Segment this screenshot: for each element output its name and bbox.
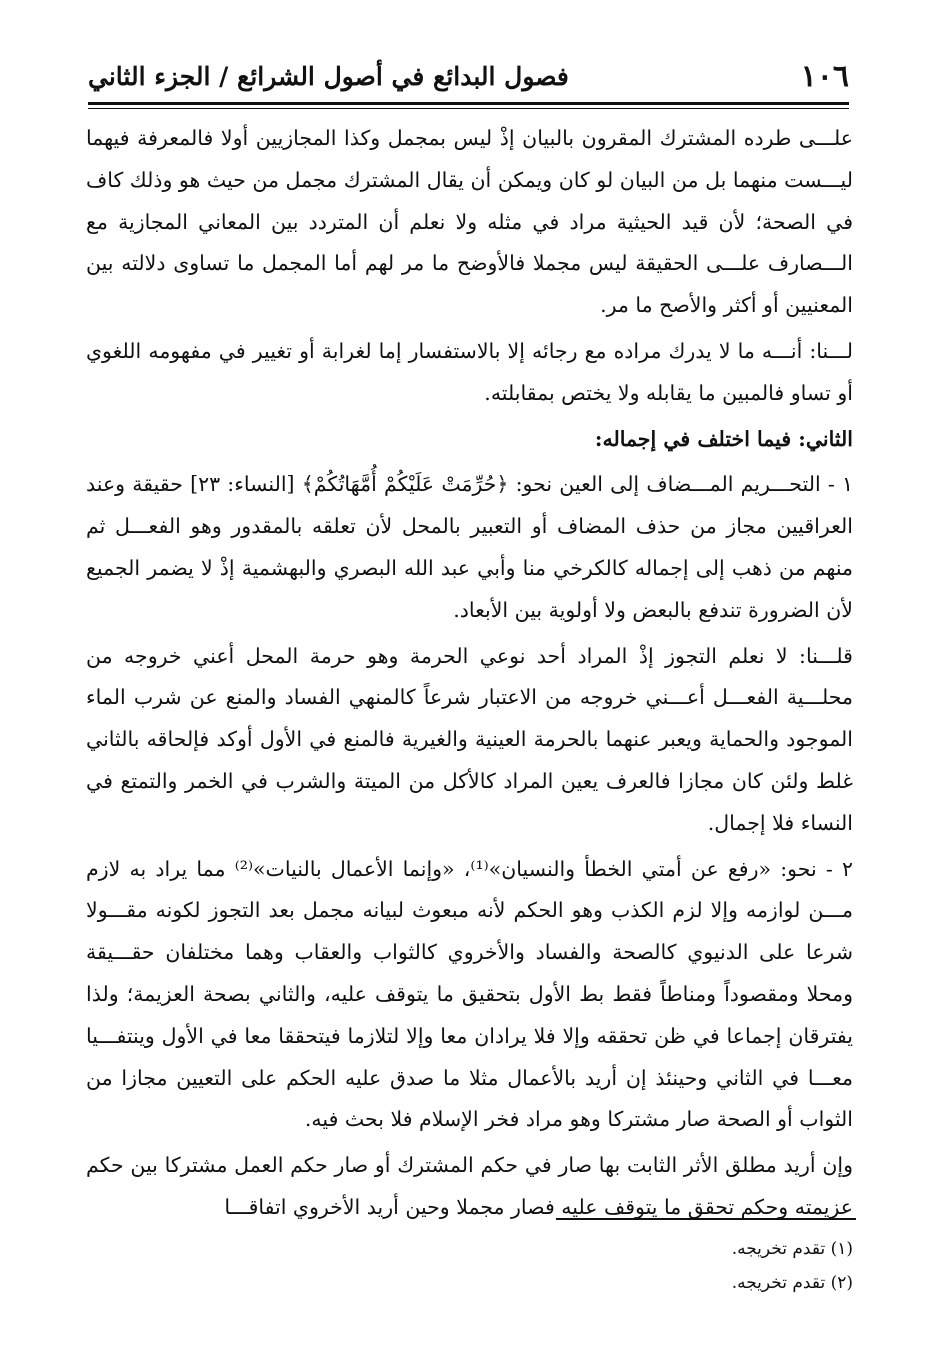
- footnote-1: (١) تقدم تخريجه.: [731, 1239, 853, 1259]
- main-text: [86, 118, 853, 1233]
- footnote-2: (٢) تقدم تخريجه.: [731, 1273, 853, 1293]
- paragraph-3: ١ - التحـــريم المـــضاف إلى العين نحو: ﴿حُرِّمَتْ عَلَيْكُمْ أُمَّهَاتُكُمْ﴾ [النساء: ٢٣] حقيقة وعند العراقيين مجاز من حذف المضاف أو التعبير بالمحل لأن تعلقه بالمقدور وهو الفعـــل ثم منهم من ذهب إلى إجماله كالكرخي منا وأبي عبد الله البصري والبهشمية إذْ لا يضمر الجميع لأن الضرورة تندفع بالبعض ولا أولوية بين الأبعاد.: [86, 472, 853, 622]
- paragraph-4: قلـــنا: لا نعلم التجوز إذْ المراد أحد نوعي الحرمة وهو حرمة المحل أعني خروجه من محلـــية الفعـــل أعـــني خروجه من الاعتبار شرعاً كالمنهي الفساد والمنع عن شرب الماء الموجود والحماية ويعبر عنهما بالحرمة العينية والغيرية فالمنع في الأول أوكد فإلحاقه بالثاني غلط ولئن كان مجازا فالعرف يعين المراد كالأكل من الميتة والشرب في الخمر والتمتع في النساء فلا إجمال.: [86, 643, 853, 835]
- footnotes: [400, 1232, 853, 1300]
- running-title: فصول البدائع في أصول الشرائع / الجزء الثاني: [88, 61, 569, 91]
- section-heading: الثاني: فيما اختلف في إجماله:: [594, 426, 853, 451]
- footnote-rule: [556, 1218, 856, 1220]
- header-rule-thin: [88, 108, 849, 109]
- paragraph-5: ٢ - نحو: «رفع عن أمتي الخطأ والنسيان»⁽¹⁾، «وإنما الأعمال بالنيات»⁽²⁾ مما يراد به لازم مـــن لوازمه وإلا لزم الكذب وهو الحكم لأنه مبعوث لبيانه مجمل بعد التجوز لكونه مقـــولا شرعا على الدنيوي كالصحة والفساد والأخروي كالثواب والعقاب وهما مختلفان حقـــيقة ومحلا ومقصوداً ومناطاً فقط بط الأول بتحقيق ما يتوقف عليه، والثاني بصحة العزيمة؛ ولذا يفترقان إجماعا في ظن تحققه وإلا فلا يرادان معا وإلا لتلازما فيتحققا معا في الأول وينتفـــيا معـــا في الثاني وحينئذ إن أريد بالأعمال مثلا ما صدق عليه الحكم على التعيين مجازا من الثواب أو الصحة صار مشتركا وهو مراد فخر الإسلام فلا بحث فيه.: [86, 856, 853, 1132]
- paragraph-6: وإن أريد مطلق الأثر الثابت بها صار في حكم المشترك أو صار حكم العمل مشتركا بين حكم عزيمته وحكم تحقق ما يتوقف عليه فصار مجملا وحين أريد الأخروي اتفاقـــا: [86, 1153, 853, 1219]
- header-rule: [88, 102, 849, 105]
- paragraph-2: لـــنا: أنـــه ما لا يدرك مراده مع رجائه إلا بالاستفسار إما لغرابة أو تغيير في مفهومه اللغوي أو تساو فالمبين ما يقابله ولا يختص بمقابلته.: [86, 338, 853, 405]
- page-number: ١٠٦: [800, 58, 849, 94]
- paragraph-1: علـــى طرده المشترك المقرون بالبيان إذْ ليس بمجمل وكذا المجازيين أولا فالمعرفة فيهما ليـــست منهما بل من البيان لو كان ويمكن أن يقال المشترك مجمل من حيث هو وذلك كاف في الصحة؛ لأن قيد الحيثية مراد في مثله ولا نعلم أن المتردد بين المعاني المجازية مع الـــصارف علـــى الحقيقة ليس مجملا فالأوضح ما مر لهم أما المجمل ما تساوى دلالته بين المعنيين أو أكثر والأصح ما مر.: [86, 126, 853, 318]
- page-header: [88, 52, 849, 100]
